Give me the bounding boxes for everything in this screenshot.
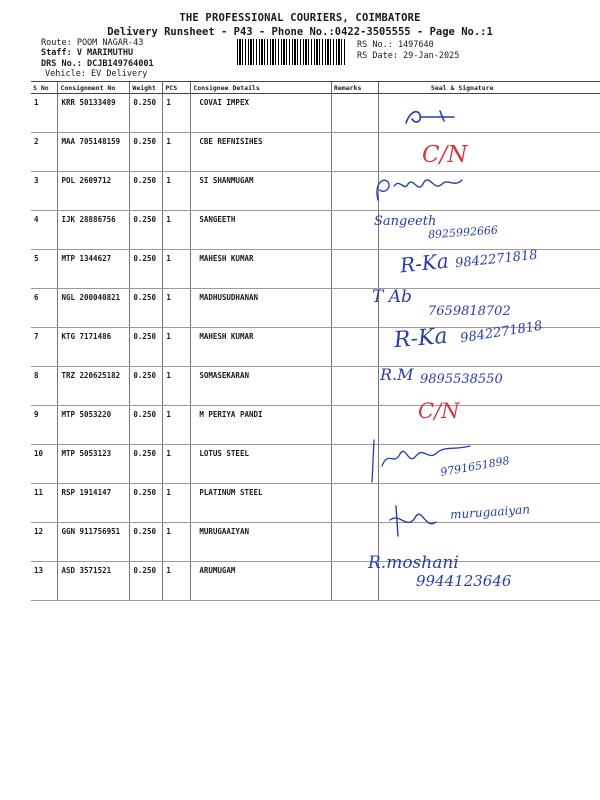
col-pcs: PCS: [163, 82, 191, 94]
cell-consignment: IJK 28886756: [58, 211, 130, 250]
cell-remarks: [332, 250, 379, 289]
handwritten-sign-13: R.moshani: [368, 553, 459, 573]
barcode: [237, 39, 347, 65]
cell-sno: 11: [31, 484, 58, 523]
cell-consignee: COVAI IMPEX: [191, 94, 332, 133]
cell-consignee: MAHESH KUMAR: [191, 328, 332, 367]
cell-pcs: 1: [163, 328, 191, 367]
scribble-icon: [386, 502, 446, 538]
cell-sno: 12: [31, 523, 58, 562]
cell-consignee: SOMASEKARAN: [191, 367, 332, 406]
table-row: [31, 445, 600, 484]
cell-consignee: MURUGAAIYAN: [191, 523, 332, 562]
cell-weight: 0.250: [130, 562, 163, 601]
handwritten-sign-6: T Ab: [372, 287, 412, 307]
handwritten-sangeeth: Sangeeth: [374, 214, 437, 229]
cell-weight: 0.250: [130, 328, 163, 367]
cell-sno: 2: [31, 133, 58, 172]
rs-date: RS Date: 29-Jan-2025: [357, 51, 460, 61]
table-row: [31, 406, 600, 445]
cell-consignment: MTP 5053123: [58, 445, 130, 484]
col-signature: Seal & Signature: [378, 82, 600, 94]
handwritten-cn-9: C/N: [418, 399, 460, 423]
cell-consignment: NGL 200040821: [58, 289, 130, 328]
handwritten-phone-13: 9944123646: [416, 572, 512, 590]
cell-sno: 6: [31, 289, 58, 328]
cell-pcs: 1: [163, 523, 191, 562]
cell-remarks: [332, 94, 379, 133]
cell-weight: 0.250: [130, 406, 163, 445]
col-sno: S No: [31, 82, 58, 94]
cell-weight: 0.250: [130, 367, 163, 406]
table-row: [31, 94, 600, 133]
cell-consignee: SANGEETH: [191, 211, 332, 250]
col-consignment: Consignment No: [58, 82, 130, 94]
cell-consignment: KTG 7171486: [58, 328, 130, 367]
company-title: THE PROFESSIONAL COURIERS, COIMBATORE: [179, 12, 421, 24]
table-row: [31, 562, 600, 601]
signature-mark-12: [386, 502, 446, 542]
cell-pcs: 1: [163, 562, 191, 601]
cell-pcs: 1: [163, 445, 191, 484]
scribble-icon: [370, 172, 470, 206]
rs-number: RS No.: 1497640: [357, 40, 434, 50]
handwritten-phone-10: 9791651898: [439, 454, 511, 479]
handwritten-phone-6: 7659818702: [428, 304, 511, 319]
cell-weight: 0.250: [130, 94, 163, 133]
cell-weight: 0.250: [130, 133, 163, 172]
drs-number: DRS No.: DCJB149764001: [41, 59, 154, 69]
cell-weight: 0.250: [130, 250, 163, 289]
cell-consignee: LOTUS STEEL: [191, 445, 332, 484]
cell-consignment: TRZ 220625182: [58, 367, 130, 406]
cell-remarks: [332, 133, 379, 172]
handwritten-sign-8: R.M: [380, 365, 414, 384]
col-remarks: Remarks: [332, 82, 379, 94]
cell-consignee: SI SHANMUGAM: [191, 172, 332, 211]
cell-consignee: M PERIYA PANDI: [191, 406, 332, 445]
table-row: [31, 211, 600, 250]
cell-consignment: MTP 1344627: [58, 250, 130, 289]
route-label: Route: POOM NAGAR-43: [41, 38, 144, 48]
cell-weight: 0.250: [130, 523, 163, 562]
cell-sno: 3: [31, 172, 58, 211]
cell-sno: 7: [31, 328, 58, 367]
cell-consignment: POL 2609712: [58, 172, 130, 211]
cell-consignee: PLATINUM STEEL: [191, 484, 332, 523]
cell-sno: 1: [31, 94, 58, 133]
cell-weight: 0.250: [130, 289, 163, 328]
cell-weight: 0.250: [130, 211, 163, 250]
cell-consignment: KRR 50133489: [58, 94, 130, 133]
signature-mark-1: [400, 101, 460, 133]
signature-mark-3: [370, 172, 470, 210]
staff-label: Staff: V MARIMUTHU: [41, 48, 134, 58]
cell-weight: 0.250: [130, 172, 163, 211]
table-header-row: [31, 82, 600, 94]
handwritten-sign-5: R-Ka: [398, 248, 450, 278]
table-row: [31, 523, 600, 562]
cell-remarks: [332, 328, 379, 367]
cell-signature: [378, 133, 600, 172]
cell-pcs: 1: [163, 211, 191, 250]
vehicle-label: Vehicle: EV Delivery: [45, 69, 148, 79]
cell-pcs: 1: [163, 367, 191, 406]
cell-remarks: [332, 367, 379, 406]
col-consignee: Consignee Details: [191, 82, 332, 94]
cell-pcs: 1: [163, 133, 191, 172]
cell-pcs: 1: [163, 289, 191, 328]
table-row: [31, 289, 600, 328]
scribble-icon: [400, 101, 460, 129]
cell-consignment: GGN 911756951: [58, 523, 130, 562]
handwritten-phone-8: 9895538550: [420, 372, 503, 387]
cell-pcs: 1: [163, 406, 191, 445]
handwritten-sign-7: R-Ka: [393, 323, 449, 354]
cell-consignee: ARUMUGAM: [191, 562, 332, 601]
cell-pcs: 1: [163, 94, 191, 133]
cell-sno: 5: [31, 250, 58, 289]
cell-sno: 9: [31, 406, 58, 445]
cell-consignment: RSP 1914147: [58, 484, 130, 523]
cell-pcs: 1: [163, 172, 191, 211]
cell-sno: 4: [31, 211, 58, 250]
handwritten-phone-4: 8925992666: [427, 223, 499, 242]
table-row: [31, 133, 600, 172]
cell-pcs: 1: [163, 250, 191, 289]
cell-consignment: MAA 705148159: [58, 133, 130, 172]
cell-consignment: ASD 3571521: [58, 562, 130, 601]
handwritten-cn-1: C/N: [422, 142, 468, 168]
table-row: [31, 367, 600, 406]
cell-sno: 10: [31, 445, 58, 484]
cell-weight: 0.250: [130, 445, 163, 484]
runsheet-table: [31, 81, 600, 601]
cell-sno: 8: [31, 367, 58, 406]
cell-consignee: MADHUSUDHANAN: [191, 289, 332, 328]
cell-consignee: CBE REFNISIHES: [191, 133, 332, 172]
cell-pcs: 1: [163, 484, 191, 523]
col-weight: Weight: [130, 82, 163, 94]
cell-weight: 0.250: [130, 484, 163, 523]
table-row: [31, 172, 600, 211]
cell-remarks: [332, 211, 379, 250]
cell-sno: 13: [31, 562, 58, 601]
handwritten-phone-7: 9842271818: [459, 318, 544, 347]
cell-consignee: MAHESH KUMAR: [191, 250, 332, 289]
runsheet-title: Delivery Runsheet - P43 - Phone No.:0422-3505555 - Page No.:1: [107, 26, 493, 38]
cell-consignment: MTP 5053220: [58, 406, 130, 445]
handwritten-phone-5: 9842271818: [454, 247, 539, 272]
handwritten-name-12: murugaaiyan: [449, 502, 531, 522]
